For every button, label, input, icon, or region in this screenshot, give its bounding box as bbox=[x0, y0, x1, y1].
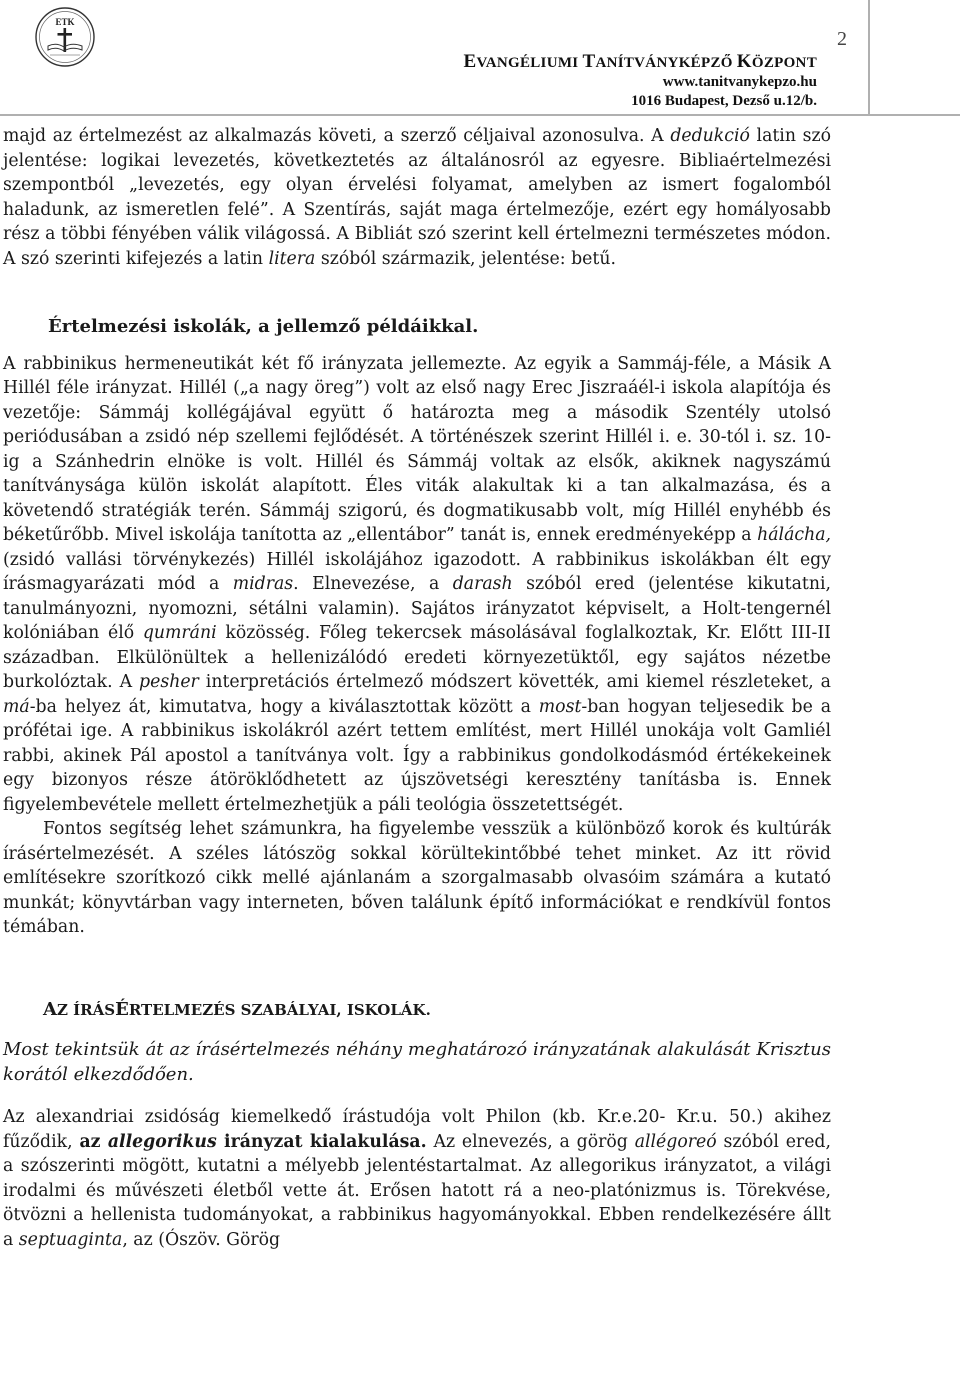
section-heading-schools: Értelmezési iskolák, a jellemző példáikkal. bbox=[48, 316, 479, 337]
paragraph-deduction: majd az értelmezést az alkalmazás követi, a szerző céljaival azonosulva. A dedukció latin szó jelentése: logikai levezetés, következtetés az általánosról az egyesre. Bibliaértelmezési szempontból „levezetés, egy olyan érvelési folyamat, amelyben az ismert fogalomból haladunk, az ismeretlen felé”. A Szentírás, saját maga értelmezője, ezért egy homályosabb rész a többi fényében válik világossá. A Bibliát szó szerint kell értelmezni természetes módon. A szó szerinti kifejezés a latin litera szóból származik, jelentése: betű. bbox=[3, 126, 831, 269]
address: 1016 Budapest, Dezső u.12/b. bbox=[631, 93, 817, 109]
document-body bbox=[3, 124, 831, 1252]
logo-text: ETK bbox=[55, 17, 75, 27]
intro-italic: Most tekintsük át az írásértelmezés néhány meghatározó irányzatának alakulását Krisztus korától elkezdődően. bbox=[3, 1039, 831, 1085]
header-divider bbox=[0, 114, 960, 116]
section-heading-rules: AZ ÍRÁSÉRTELMEZÉS SZABÁLYAI, ISKOLÁK. bbox=[43, 998, 431, 1020]
page-number: 2 bbox=[837, 28, 847, 50]
header-vertical-divider bbox=[868, 0, 870, 116]
paragraph-philon: Az alexandriai zsidóság kiemelkedő írástudója volt Philon (kb. Kr.e.20- Kr.u. 50.) akihez fűződik, az allegorikus irányzat kialakulása. Az elnevezés, a görög allégoreó szóból ered, a szószerinti mögött, kutatni a mélyebb jelentéstartalmat. Az allegorikus irányzatot, a világi irodalmi és művészeti életből vette át. Erősen hatott rá a neo-platónizmus is. Törekvése, ötvözni a hellenista tudományokat, a rabbinikus hagyományokkal. Ebben rendelkezésére állt a septuaginta, az (Ószöv. Görög bbox=[3, 1107, 831, 1250]
book-cross-logo-icon bbox=[34, 6, 96, 68]
paragraph-rabbinic: A rabbinikus hermeneutikát két fő irányzata jellemezte. Az egyik a Sammáj-féle, a Másik A Hillél féle irányzat. Hillél („a nagy öreg”) volt az első nagy Erec Jiszraáél-i iskola alapítója és vezetője: Sámmáj kollégájával együtt ő határozta meg a második Szentély utolsó periódusában a zsidó nép szellemi fejlődését. A történészek szerint Hillél i. e. 30-tól i. sz. 10-ig a Szánhedrin elnöke is volt. Hillél és Sámmáj voltak az elsők, akiknek nagyszámú tanítványsága külön iskolát alapított. Éles viták alakultak ki a tan alkalmazása, és a követendő stratégiák terén. Sámmáj szigorú, és dogmatikusabb volt, míg Hillél enyhébb és béketűrőbb. Mivel iskolája tanította az „ellentábor” tanát is, ennek eredményeképp a hálácha, (zsidó vallási törvénykezés) Hillél iskolájához igazodott. A rabbinikus iskolákban élt egy írásmagyarázati mód a midras. Elnevezése, a darash szóból ered (jelentése kikutatni, tanulmányozni, nyomozni, sétálni valamin). Sajátos irányzatot képviselt, a Holt-tengernél kolóniában élő qumráni közösség. Főleg tekercsek másolásával foglalkoztak, Kr. Előtt III-II században. Elkülönültek a hellenizálódó eredeti környezetüktől, egy sajátos nézetbe burkolóztak. A pesher interpretációs értelmező módszert követték, ami kiemel részleteket, a má-ba helyez át, kimutatva, hogy a kiválasztottak között a most-ban hogyan teljesedik be a prófétai ige. A rabbinikus iskolákról azért tettem említést, mert Hillél unokája volt Gamliél rabbi, akinek Pál apostol a tanítványa volt. Így a rabbinikus gondolkodásmód értékekeinek egy bizonyos része átöröklődhetett az újszövetségi keresztény tanításba is. Ennek figyelembevétele mellett értelmezhetjük a páli teológia összetettségét. bbox=[3, 353, 832, 815]
etk-logo bbox=[34, 6, 96, 68]
organization-header bbox=[464, 52, 817, 111]
organization-name: EVANGÉLIUMI TANÍTVÁNYKÉPZŐ KÖZPONT bbox=[463, 51, 817, 72]
paragraph-perspective: Fontos segítség lehet számunkra, ha figyelembe vesszük a különböző korok és kultúrák írásértelmezését. A széles látószög sokkal körültekintőbbé tehet minket. Az itt rövid említésekre szorítkozó cikk mellé ajánlanám a szorgalmasabb olvasóim számára a kutató munkát; könyvtárban vagy interneten, bőven találunk építő információkat e rendkívül fontos témában. bbox=[3, 819, 831, 937]
website: www.tanitvanykepzo.hu bbox=[662, 74, 817, 90]
